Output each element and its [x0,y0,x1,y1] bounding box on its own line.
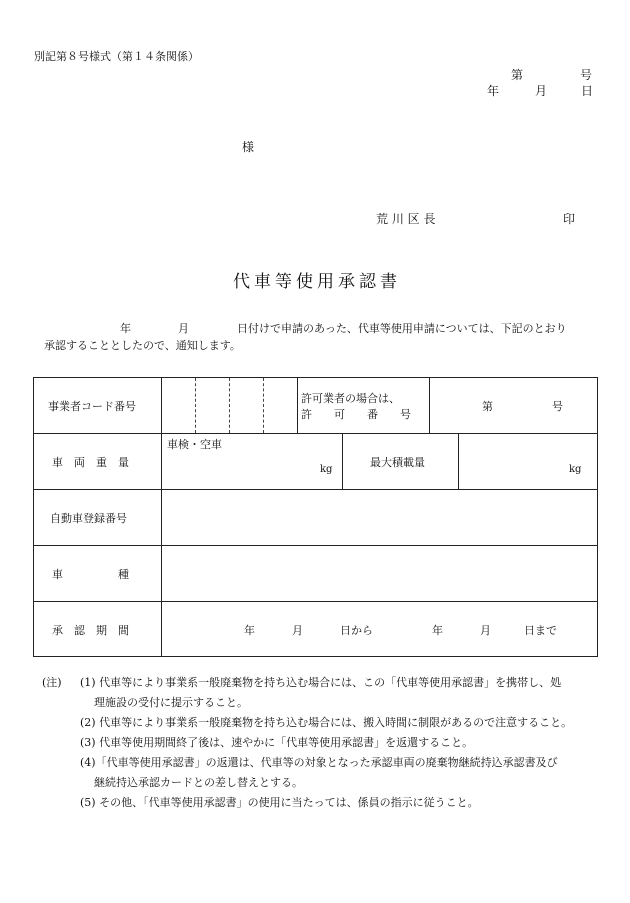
column-divider [161,378,162,656]
registration-number-label: 自動車登録番号 [50,512,127,525]
number-dai: 第 [511,68,524,82]
period-start-month: 月 [292,624,303,637]
business-code-label: 事業者コード番号 [48,400,136,413]
document-title: 代車等使用承認書 [233,272,401,292]
period-end-year: 年 [432,624,443,637]
inspection-empty-label: 車検・空車 [167,438,222,451]
permit-number-dai: 第 [482,400,493,413]
period-start-year: 年 [244,624,255,637]
date-year: 年 [487,84,500,98]
max-load-label: 最大積載量 [370,456,425,469]
permit-number-go: 号 [552,400,563,413]
note-5: (5) その他、「代車等使用承認書」の使用に当たっては、係員の指示に従うこと。 [80,796,479,809]
period-end-day: 日まで [524,624,557,637]
note-2: (2) 代車等により事業系一般廃棄物を持ち込む場合には、搬入時間に制限があるので注意すること。 [80,716,573,729]
row-divider [34,433,597,434]
form-reference: 別記第８号様式（第１４条関係） [34,50,199,63]
column-divider [297,378,298,433]
note-1: (1) 代車等により事業系一般廃棄物を持ち込む場合には、この「代車等使用承認書」を携帯し、処 [80,676,562,689]
row-divider [34,601,597,602]
note-4: (4)「代車等使用承認書」の返還は、代車等の対象となった承認車両の廃棄物継続持込承認書及び [80,756,558,769]
column-divider [458,433,459,489]
addressee-suffix: 様 [242,140,255,154]
code-digit-divider [195,378,196,433]
intro-text-1: 日付けで申請のあった、代車等使用申請については、下記のとおり [237,322,567,335]
notes-label: (注) [42,676,62,689]
approval-period-label: 承 認 期 間 [52,624,129,637]
issuer: 荒 川 区 長 [376,212,436,226]
intro-year: 年 [120,322,131,335]
code-digit-divider [229,378,230,433]
permit-label-line1: 許可業者の場合は、 [301,392,400,405]
max-load-unit-kg: kg [569,464,582,475]
seal-mark: 印 [563,212,576,226]
approval-table [33,377,598,657]
row-divider [34,545,597,546]
code-digit-divider [263,378,264,433]
period-start-day: 日から [340,624,373,637]
note-4-continued: 継続持込承認カードとの差し替えとする。 [94,776,303,789]
row-divider [34,489,597,490]
intro-month: 月 [178,322,189,335]
date-day: 日 [581,84,594,98]
column-divider [429,378,430,433]
note-1-continued: 理施設の受付に提示すること。 [94,696,248,709]
permit-label-line2: 許 可 番 号 [301,408,411,421]
number-go: 号 [580,68,593,82]
intro-text-2: 承認することとしたので、通知します。 [44,339,241,352]
column-divider [342,433,343,489]
note-3: (3) 代車等使用期間終了後は、速やかに「代車等使用承認書」を返還すること。 [80,736,474,749]
period-end-month: 月 [480,624,491,637]
weight-unit-kg: kg [320,464,333,475]
vehicle-type-label: 車 種 [52,568,129,581]
date-month: 月 [535,84,548,98]
vehicle-weight-label: 車 両 重 量 [52,456,129,469]
